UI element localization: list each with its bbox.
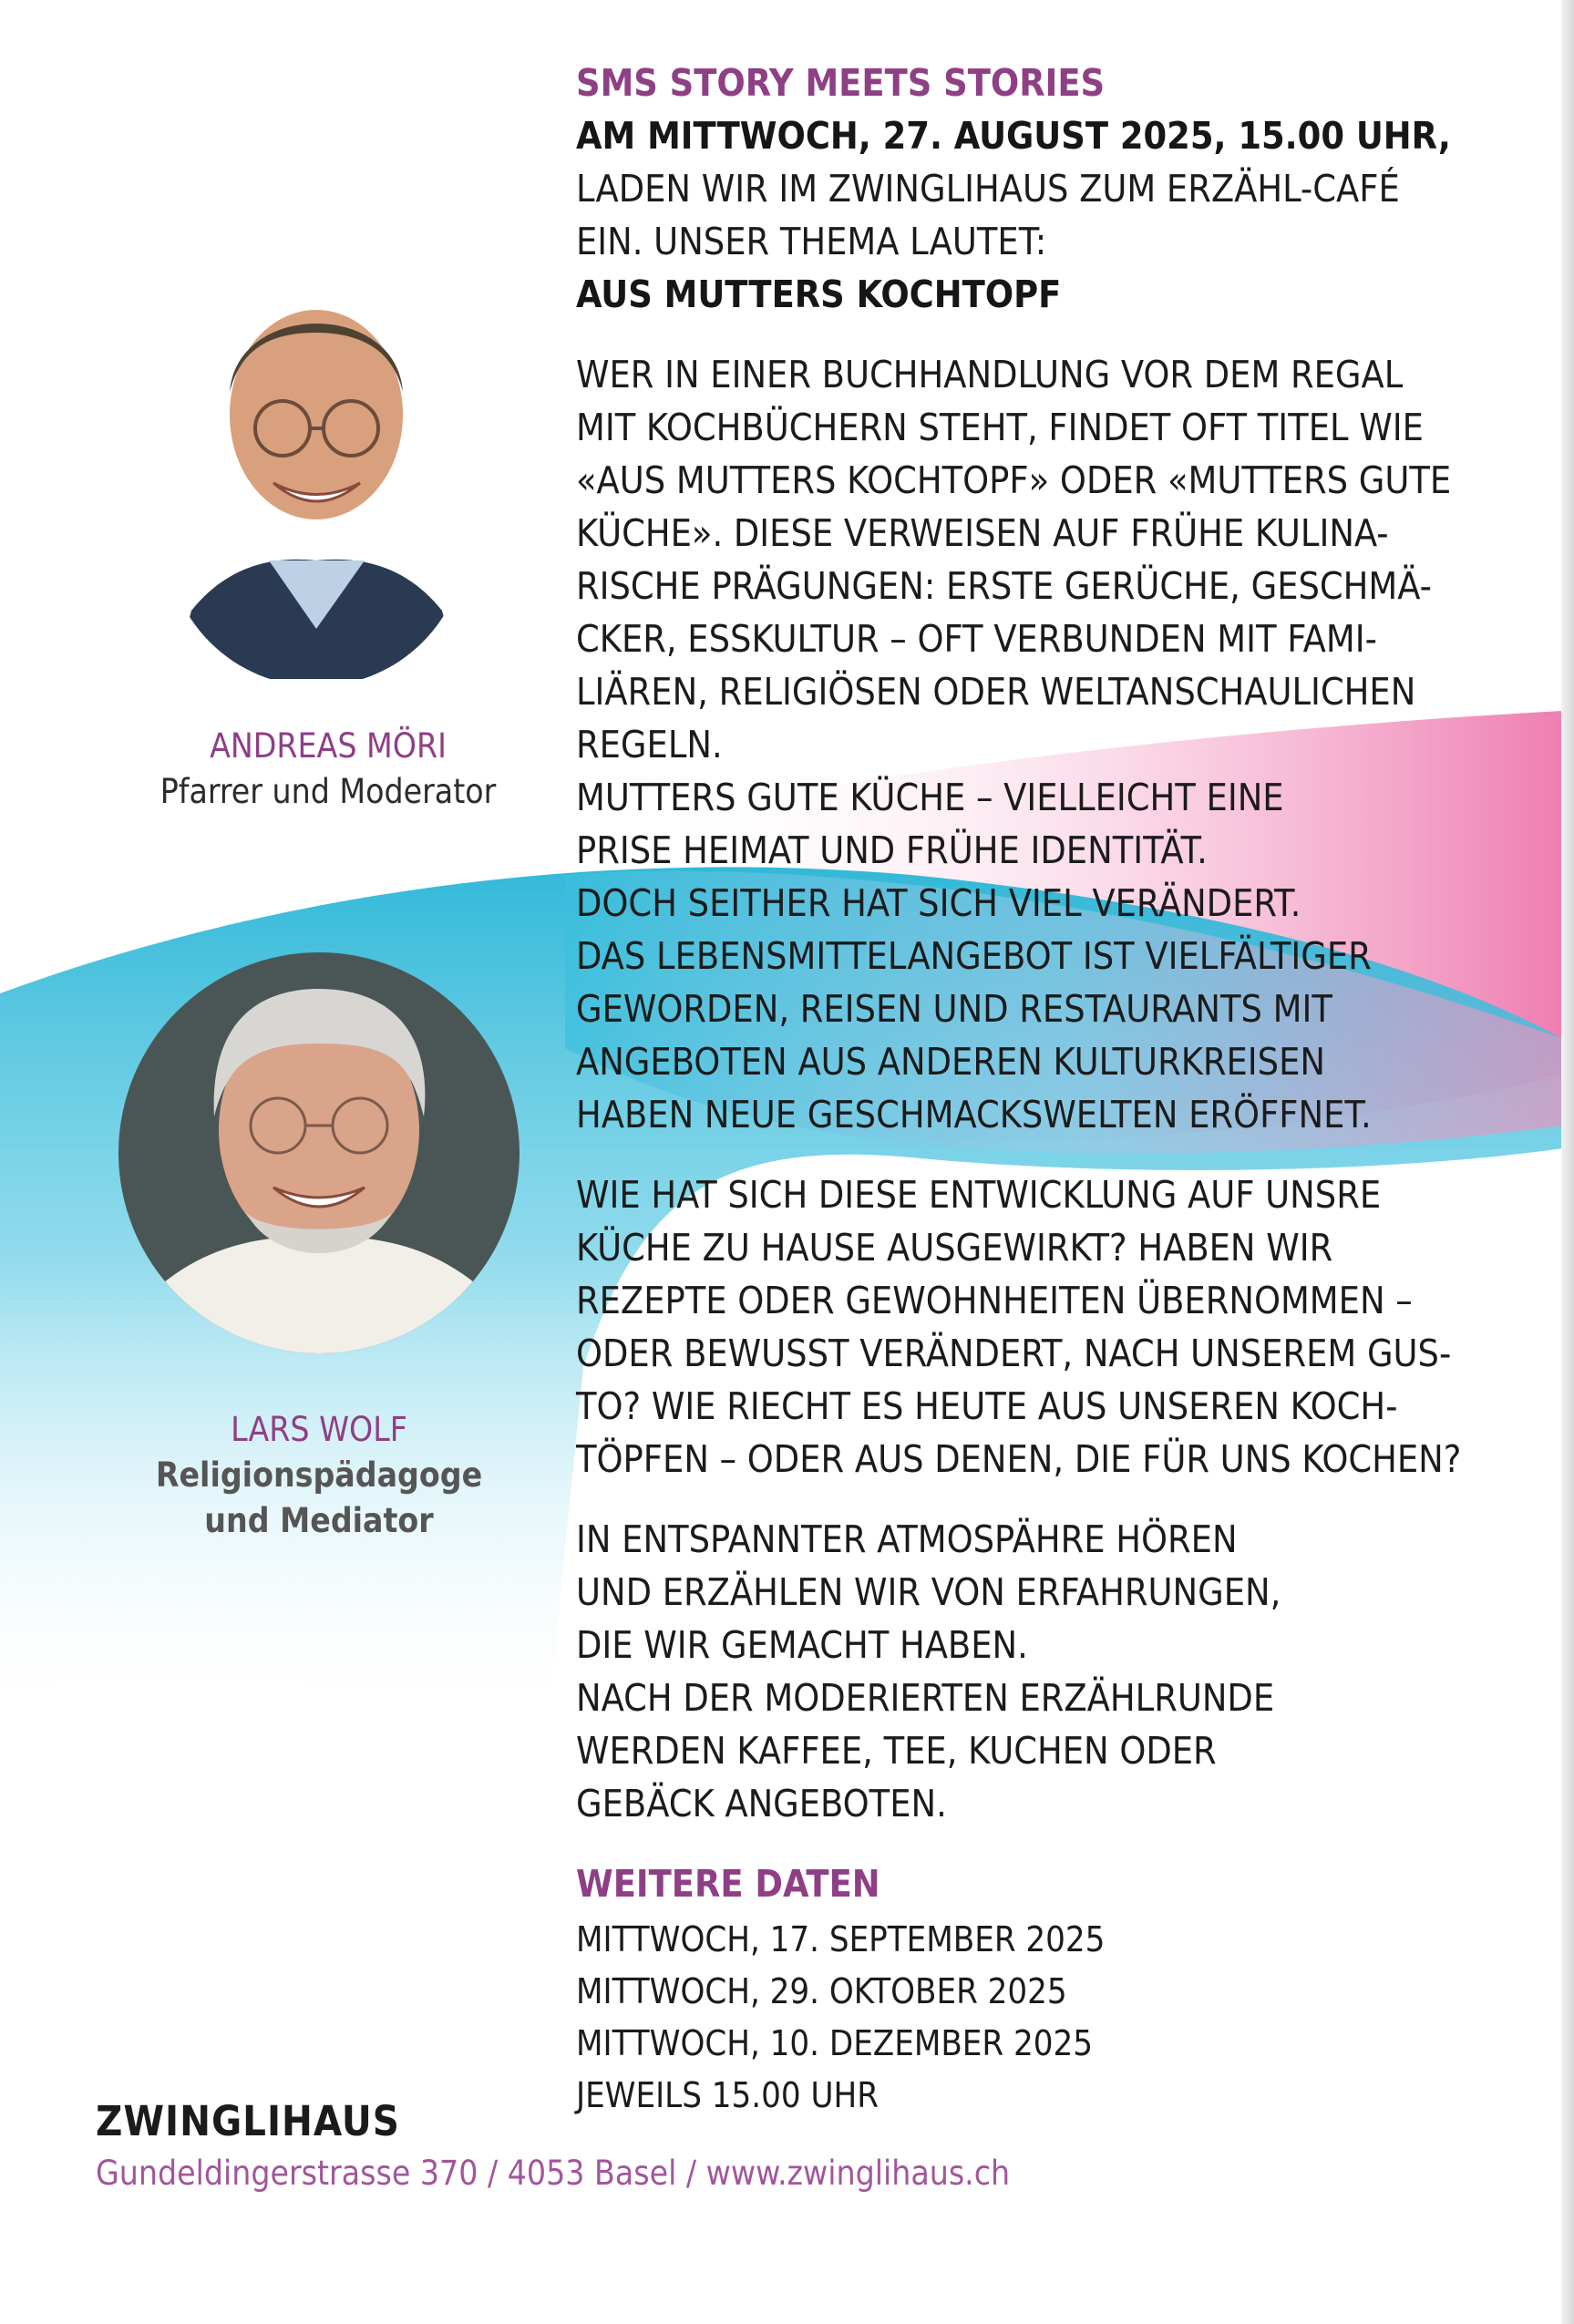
person-role-lars: Religionspädagoge	[155, 1455, 483, 1495]
text-line: LIÄREN, RELIGIÖSEN ODER WELTANSCHAULICHEN	[576, 670, 1416, 714]
text-line: RISCHE PRÄGUNGEN: ERSTE GERÜCHE, GESCHMÄ-	[576, 564, 1432, 608]
event-topic: AUS MUTTERS KOCHTOPF	[576, 273, 1062, 316]
text-line: KÜCHE ZU HAUSE AUSGEWIRKT? HABEN WIR	[576, 1226, 1333, 1270]
intro-paragraph	[576, 348, 1542, 1141]
text-line: GEWORDEN, REISEN UND RESTAURANTS MIT	[576, 987, 1332, 1031]
person-role-lars-line2: und Mediator	[204, 1501, 434, 1540]
text-line: ANGEBOTEN AUS ANDEREN KULTURKREISEN	[576, 1040, 1325, 1084]
date-item: MITTWOCH, 29. OKTOBER 2025	[576, 1971, 1067, 2011]
text-line: HABEN NEUE GESCHMACKSWELTEN ERÖFFNET.	[576, 1093, 1372, 1136]
more-dates-heading: WEITERE DATEN	[576, 1862, 880, 1906]
date-item: MITTWOCH, 10. DEZEMBER 2025	[576, 2023, 1093, 2063]
text-line: «AUS MUTTERS KOCHTOPF» ODER «MUTTERS GUTE	[576, 458, 1452, 502]
invite-line: LADEN WIR IM ZWINGLIHAUS ZUM ERZÄHL-CAFÉ	[576, 167, 1400, 211]
series-title: SMS STORY MEETS STORIES	[576, 61, 1106, 105]
program-paragraph	[576, 1513, 1542, 1830]
invite-line: EIN. UNSER THEMA LAUTET:	[576, 220, 1047, 263]
text-line: WER IN EINER BUCHHANDLUNG VOR DEM REGAL	[576, 353, 1404, 396]
text-line: ODER BEWUSST VERÄNDERT, NACH UNSEREM GUS-	[576, 1332, 1452, 1375]
text-line: KÜCHE». DIESE VERWEISEN AUF FRÜHE KULINA-	[576, 511, 1389, 555]
text-line: DIE WIR GEMACHT HABEN.	[576, 1623, 1028, 1667]
event-date-line: AM MITTWOCH, 27. AUGUST 2025, 15.00 UHR,	[576, 114, 1451, 158]
main-content	[576, 57, 1542, 2122]
text-line: UND ERZÄHLEN WIR VON ERFAHRUNGEN,	[576, 1570, 1281, 1614]
text-line: REGELN.	[576, 723, 723, 766]
text-line: DOCH SEITHER HAT SICH VIEL VERÄNDERT.	[576, 881, 1301, 925]
question-paragraph	[576, 1168, 1542, 1486]
venue-name: ZWINGLIHAUS	[96, 2097, 400, 2145]
portrait-andreas-moeri	[173, 246, 460, 679]
portrait-lars-wolf	[118, 952, 520, 1353]
text-line: REZEPTE ODER GEWOHNHEITEN ÜBERNOMMEN –	[576, 1279, 1413, 1322]
text-line: IN ENTSPANNTER ATMOSPÄHRE HÖREN	[576, 1517, 1238, 1561]
date-item: MITTWOCH, 17. SEPTEMBER 2025	[576, 1919, 1106, 1959]
text-line: CKER, ESSKULTUR – OFT VERBUNDEN MIT FAMI-	[576, 617, 1377, 661]
person-name-andreas: ANDREAS MÖRI	[210, 726, 447, 766]
text-line: NACH DER MODERIERTEN ERZÄHLRUNDE	[576, 1676, 1275, 1720]
text-line: DAS LEBENSMITTELANGEBOT IST VIELFÄLTIGER	[576, 934, 1372, 978]
person-name-lars: LARS WOLF	[231, 1410, 407, 1449]
text-line: PRISE HEIMAT UND FRÜHE IDENTITÄT.	[576, 828, 1208, 872]
text-line: TÖPFEN – ODER AUS DENEN, DIE FÜR UNS KOCHEN?	[576, 1437, 1462, 1481]
venue-address: Gundeldingerstrasse 370 / 4053 Basel / www.zwinglihaus.ch	[96, 2154, 1011, 2193]
text-line: MIT KOCHBÜCHERN STEHT, FINDET OFT TITEL WIE	[576, 406, 1424, 449]
text-line: WIE HAT SICH DIESE ENTWICKLUNG AUF UNSRE	[576, 1173, 1382, 1217]
text-line: TO? WIE RIECHT ES HEUTE AUS UNSEREN KOCH-	[576, 1384, 1398, 1428]
text-line: MUTTERS GUTE KÜCHE – VIELLEICHT EINE	[576, 776, 1284, 819]
page-edge-shadow	[1561, 0, 1574, 2324]
text-line: GEBÄCK ANGEBOTEN.	[576, 1782, 947, 1825]
time-note: JEWEILS 15.00 UHR	[576, 2075, 879, 2115]
text-line: WERDEN KAFFEE, TEE, KUCHEN ODER	[576, 1729, 1217, 1773]
person-role-andreas: Pfarrer und Moderator	[159, 772, 497, 811]
